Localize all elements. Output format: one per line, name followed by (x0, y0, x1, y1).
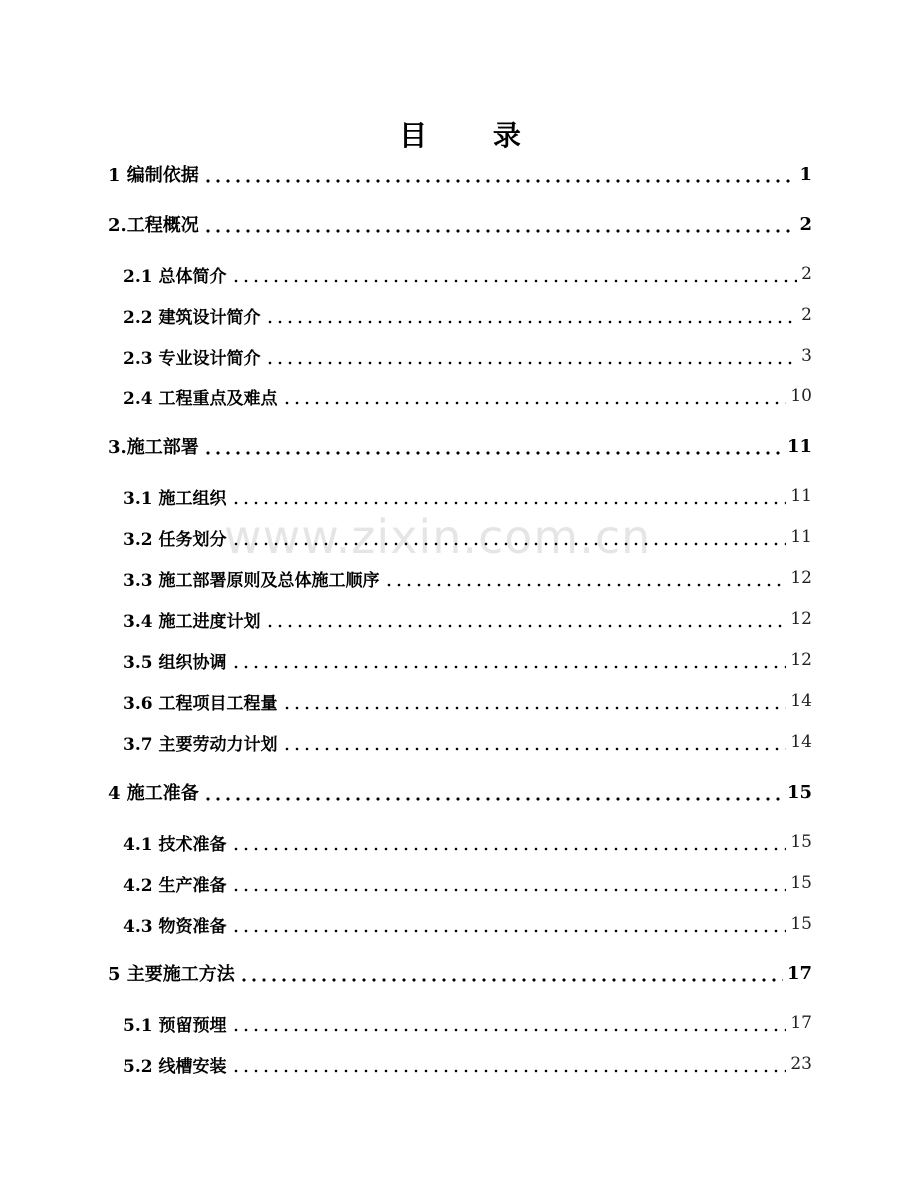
dot-leader (231, 869, 787, 897)
dot-leader (231, 828, 787, 856)
toc-entry-label: 4.3 物资准备 (123, 916, 227, 937)
dot-leader (265, 301, 798, 329)
dot-leader (231, 910, 787, 938)
toc-entry-label: 1 编制依据 (108, 165, 199, 186)
toc-entry[interactable] (123, 869, 812, 897)
toc-entry-label: 3.5 组织协调 (123, 652, 227, 673)
toc-entry-label: 2.3 专业设计简介 (123, 348, 261, 369)
toc-entry[interactable] (123, 342, 812, 370)
toc-entry-page: 11 (790, 527, 812, 547)
toc-entry-label: 2.4 工程重点及难点 (123, 388, 278, 409)
toc-entry-page: 17 (790, 1013, 812, 1033)
toc-entry[interactable] (123, 605, 812, 633)
toc-entry-page: 17 (786, 962, 812, 984)
toc-entry-page: 3 (801, 346, 812, 366)
toc-entry-label: 3.2 任务划分 (123, 529, 227, 550)
toc-entry-label: 3.6 工程项目工程量 (123, 693, 278, 714)
toc-entry[interactable] (123, 301, 812, 329)
page-title: 目 录 (399, 119, 549, 152)
toc-entry[interactable] (123, 482, 812, 510)
toc-entry-label: 4 施工准备 (108, 783, 199, 804)
toc-entry-page: 12 (790, 568, 812, 588)
toc-entry[interactable] (108, 778, 812, 806)
toc-entry-label: 3.3 施工部署原则及总体施工顺序 (123, 570, 380, 591)
dot-leader (203, 160, 796, 188)
toc-entry-label: 3.施工部署 (108, 437, 199, 458)
dot-leader (265, 605, 787, 633)
toc-entry-label: 3.1 施工组织 (123, 488, 227, 509)
dot-leader (282, 728, 787, 756)
toc-entry-page: 15 (786, 781, 812, 803)
toc-entry-page: 12 (790, 650, 812, 670)
toc-entry-label: 5.1 预留预埋 (123, 1015, 227, 1036)
toc-entry[interactable] (123, 1009, 812, 1037)
toc-entry-page: 2 (801, 264, 812, 284)
toc-entry[interactable] (108, 432, 812, 460)
toc-entry-label: 5 主要施工方法 (108, 964, 235, 985)
toc-entry-page: 11 (786, 435, 812, 457)
dot-leader (231, 1009, 787, 1037)
dot-leader (282, 382, 787, 410)
dot-leader (282, 687, 787, 715)
dot-leader (265, 342, 798, 370)
toc-entry[interactable] (108, 959, 812, 987)
dot-leader (231, 646, 787, 674)
toc-entry[interactable] (123, 1050, 812, 1078)
toc-entry-label: 3.7 主要劳动力计划 (123, 734, 278, 755)
toc-entry-page: 2 (799, 213, 812, 235)
toc-entry[interactable] (123, 382, 812, 410)
toc-entry[interactable] (123, 564, 812, 592)
toc-entry[interactable] (123, 523, 812, 551)
toc-entry-page: 14 (790, 691, 812, 711)
toc-entry-page: 15 (790, 873, 812, 893)
toc-entry-label: 4.2 生产准备 (123, 875, 227, 896)
dot-leader (203, 432, 783, 460)
toc-entry[interactable] (108, 210, 812, 238)
dot-leader (231, 523, 787, 551)
toc-entry-label: 2.2 建筑设计简介 (123, 307, 261, 328)
toc-entry-label: 5.2 线槽安装 (123, 1056, 227, 1077)
toc-entry-label: 2.1 总体简介 (123, 266, 227, 287)
toc-entry-page: 10 (790, 386, 812, 406)
toc-entry[interactable] (123, 687, 812, 715)
toc-entry-page: 1 (799, 163, 812, 185)
toc-entry-page: 12 (790, 609, 812, 629)
toc-entry-label: 3.4 施工进度计划 (123, 611, 261, 632)
toc-entry-page: 14 (790, 732, 812, 752)
dot-leader (203, 210, 796, 238)
dot-leader (384, 564, 787, 592)
toc-entry-page: 15 (790, 832, 812, 852)
dot-leader (231, 1050, 787, 1078)
dot-leader (203, 778, 783, 806)
toc-entry-page: 11 (790, 486, 812, 506)
toc-entry-label: 4.1 技术准备 (123, 834, 227, 855)
toc-entry-label: 2.工程概况 (108, 215, 199, 236)
dot-leader (231, 482, 787, 510)
toc-entry[interactable] (123, 828, 812, 856)
toc-entry[interactable] (108, 160, 812, 188)
toc-entry[interactable] (123, 646, 812, 674)
dot-leader (239, 959, 783, 987)
toc-entry[interactable] (123, 728, 812, 756)
dot-leader (231, 260, 798, 288)
toc-entry-page: 23 (790, 1054, 812, 1074)
toc-entry-page: 2 (801, 305, 812, 325)
toc-entry[interactable] (123, 910, 812, 938)
toc-entry[interactable] (123, 260, 812, 288)
toc-entry-page: 15 (790, 914, 812, 934)
